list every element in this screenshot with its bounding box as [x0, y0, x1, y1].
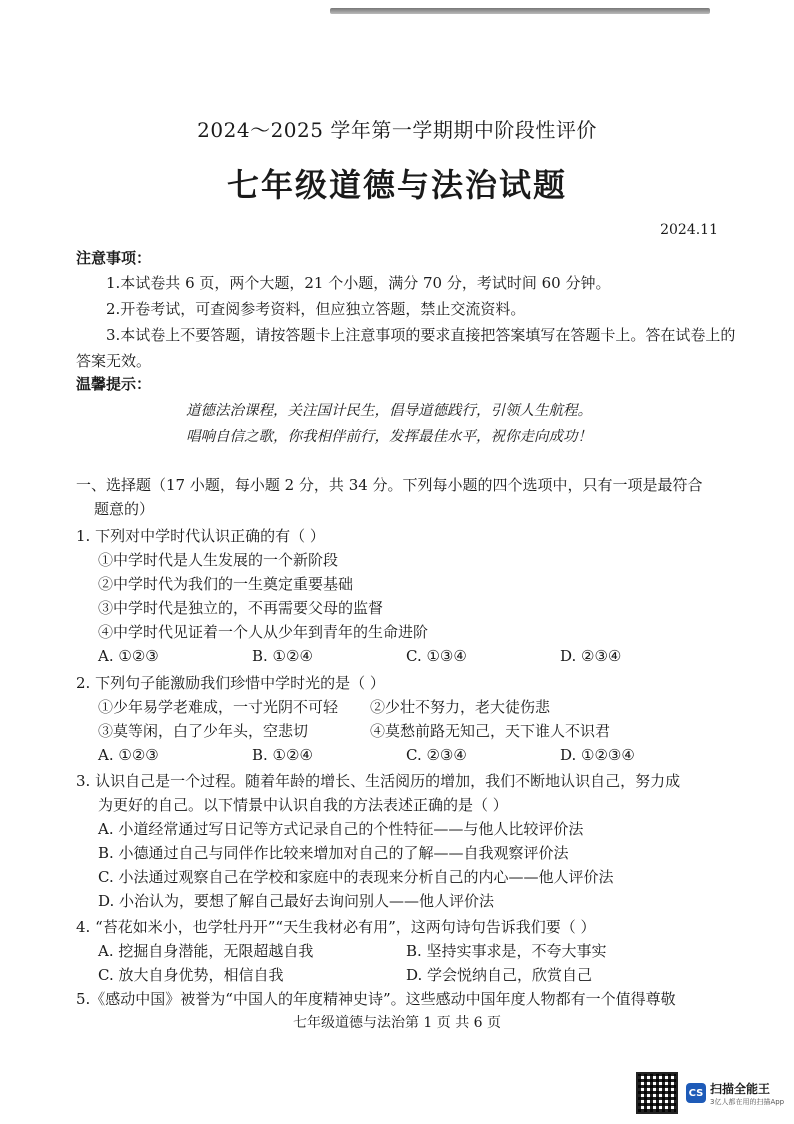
section-one-line: 一、选择题（17 小题，每小题 2 分，共 34 分。下列每小题的四个选项中，只有一项是最符合	[76, 476, 703, 494]
tips-line: 唱响自信之歌，你我相伴前行，发挥最佳水平，祝你走向成功！	[186, 429, 592, 445]
exam-title: 2024～2025 学年第一学期期中阶段性评价	[197, 118, 597, 142]
notice-item: 2.开卷考试，可查阅参考资料，但应独立答题，禁止交流资料。	[106, 300, 526, 318]
option-a: A. 小道经常通过写日记等方式记录自己的个性特征——与他人比较评价法	[98, 820, 584, 838]
options-row	[76, 963, 736, 987]
watermark-text	[710, 1080, 784, 1107]
option-a: A. ①②③	[98, 647, 159, 665]
statement: ②少壮不努力，老大徒伤悲	[370, 698, 551, 716]
question-2	[76, 671, 736, 767]
tips-line: 道德法治课程，关注国计民生，倡导道德践行，引领人生航程。	[186, 403, 592, 419]
exam-date: 2024.11	[660, 222, 718, 238]
question-3	[76, 769, 736, 913]
options-row	[76, 644, 736, 668]
option-c: C. 小法通过观察自己在学校和家庭中的表现来分析自己的内心——他人评价法	[98, 868, 614, 886]
watermark-name: 扫描全能王	[710, 1081, 771, 1096]
option-c: C. ②③④	[406, 746, 467, 764]
option-b: B. 小德通过自己与同伴作比较来增加对自己的了解——自我观察评价法	[98, 844, 569, 862]
options-row	[76, 939, 736, 963]
question-stem: 3. 认识自己是一个过程。随着年龄的增长、生活阅历的增加，我们不断地认识自己，努力成	[76, 772, 681, 790]
option-d: D. 学会悦纳自己，欣赏自己	[406, 966, 593, 984]
question-stem: 1. 下列对中学时代认识正确的有（ ）	[76, 527, 325, 545]
option-c: C. 放大自身优势，相信自我	[98, 966, 284, 984]
option-b: B. ①②④	[252, 647, 313, 665]
statement: ①少年易学老难成，一寸光阴不可轻	[98, 698, 339, 716]
camscanner-logo: CS	[686, 1083, 706, 1103]
option-a: A. 挖掘自身潜能，无限超越自我	[98, 942, 314, 960]
qr-code-icon	[636, 1072, 678, 1114]
option-c: C. ①③④	[406, 647, 467, 665]
scanner-watermark	[636, 1072, 784, 1114]
watermark-subtitle: 3亿人都在用的扫描App	[710, 1097, 785, 1106]
statement: ④中学时代见证着一个人从少年到青年的生命进阶	[98, 623, 429, 641]
notice-item: 1.本试卷共 6 页，两个大题，21 个小题，满分 70 分，考试时间 60 分钟。	[106, 274, 611, 292]
page-footer: 七年级道德与法治第 1 页 共 6 页	[292, 1015, 502, 1031]
option-d: D. ②③④	[560, 647, 622, 665]
question-stem: 5.《感动中国》被誉为“中国人的年度精神史诗”。这些感动中国年度人物都有一个值得尊敬	[76, 990, 676, 1008]
section-one-line: 题意的）	[94, 500, 155, 518]
statement: ③莫等闲，白了少年头，空悲切	[98, 722, 309, 740]
question-stem: 为更好的自己。以下情景中认识自我的方法表述正确的是（ ）	[98, 796, 508, 814]
question-stem: 4. “苔花如米小，也学牡丹开”“天生我材必有用”，这两句诗句告诉我们要（ ）	[76, 918, 596, 936]
option-a: A. ①②③	[98, 746, 159, 764]
notice-title: 注意事项：	[76, 249, 152, 267]
option-b: B. 坚持实事求是，不夸大事实	[406, 942, 607, 960]
option-d: D. ①②③④	[560, 746, 635, 764]
question-4	[76, 915, 736, 987]
statements-row	[76, 695, 736, 719]
subject-title: 七年级道德与法治试题	[226, 166, 567, 204]
statement: ②中学时代为我们的一生奠定重要基础	[98, 575, 354, 593]
notice-list	[76, 270, 736, 374]
tips-title: 温馨提示：	[76, 375, 152, 393]
section-one-heading	[76, 473, 736, 521]
statement: ①中学时代是人生发展的一个新阶段	[98, 551, 339, 569]
option-d: D. 小治认为，要想了解自己最好去询问别人——他人评价法	[98, 892, 495, 910]
question-1	[76, 524, 736, 668]
options-row	[76, 743, 736, 767]
option-b: B. ①②④	[252, 746, 313, 764]
statements-row	[76, 719, 736, 743]
statement: ③中学时代是独立的，不再需要父母的监督	[98, 599, 384, 617]
question-5	[76, 987, 736, 1011]
statement: ④莫愁前路无知己，天下谁人不识君	[370, 722, 611, 740]
notice-item: 3.本试卷上不要答题，请按答题卡上注意事项的要求直接把答案填写在答题卡上。答在试卷上的答案无效。	[76, 326, 736, 370]
tips-text	[186, 398, 592, 450]
question-stem: 2. 下列句子能激励我们珍惜中学时光的是（ ）	[76, 674, 385, 692]
